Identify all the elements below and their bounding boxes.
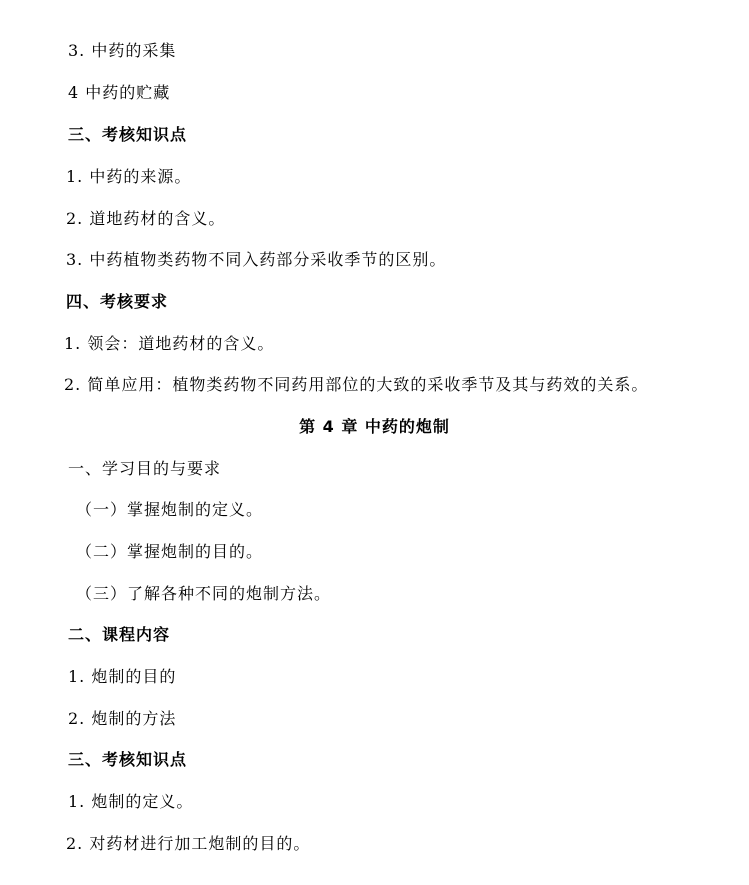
section-item: 4 中药的贮藏 (68, 83, 171, 102)
section-item: 3. 中药植物类药物不同入药部分采收季节的区别。 (66, 250, 447, 269)
section-item: 1. 炮制的定义。 (68, 792, 194, 811)
section-item: 1. 领会：道地药材的含义。 (64, 334, 275, 353)
section-item: （二）掌握炮制的目的。 (76, 542, 264, 561)
section-item: 1. 炮制的目的 (68, 667, 177, 686)
section-heading: 三、考核知识点 (68, 125, 188, 144)
section-item: 1. 中药的来源。 (66, 167, 192, 186)
section-item: 3. 中药的采集 (68, 41, 177, 60)
chapter-title: 第 4 章 中药的炮制 (299, 417, 450, 436)
section-heading: 二、课程内容 (68, 625, 171, 644)
section-heading: 四、考核要求 (66, 292, 169, 311)
section-item: 2. 对药材进行加工炮制的目的。 (66, 834, 311, 853)
section-heading: 一、学习目的与要求 (68, 459, 222, 478)
section-heading: 三、考核知识点 (68, 750, 188, 769)
section-item: （三）了解各种不同的炮制方法。 (76, 584, 332, 603)
section-item: 2. 道地药材的含义。 (66, 209, 226, 228)
section-item: 2. 炮制的方法 (68, 709, 177, 728)
section-item: 2. 简单应用：植物类药物不同药用部位的大致的采收季节及其与药效的关系。 (64, 375, 649, 394)
section-item: （一）掌握炮制的定义。 (76, 500, 264, 519)
